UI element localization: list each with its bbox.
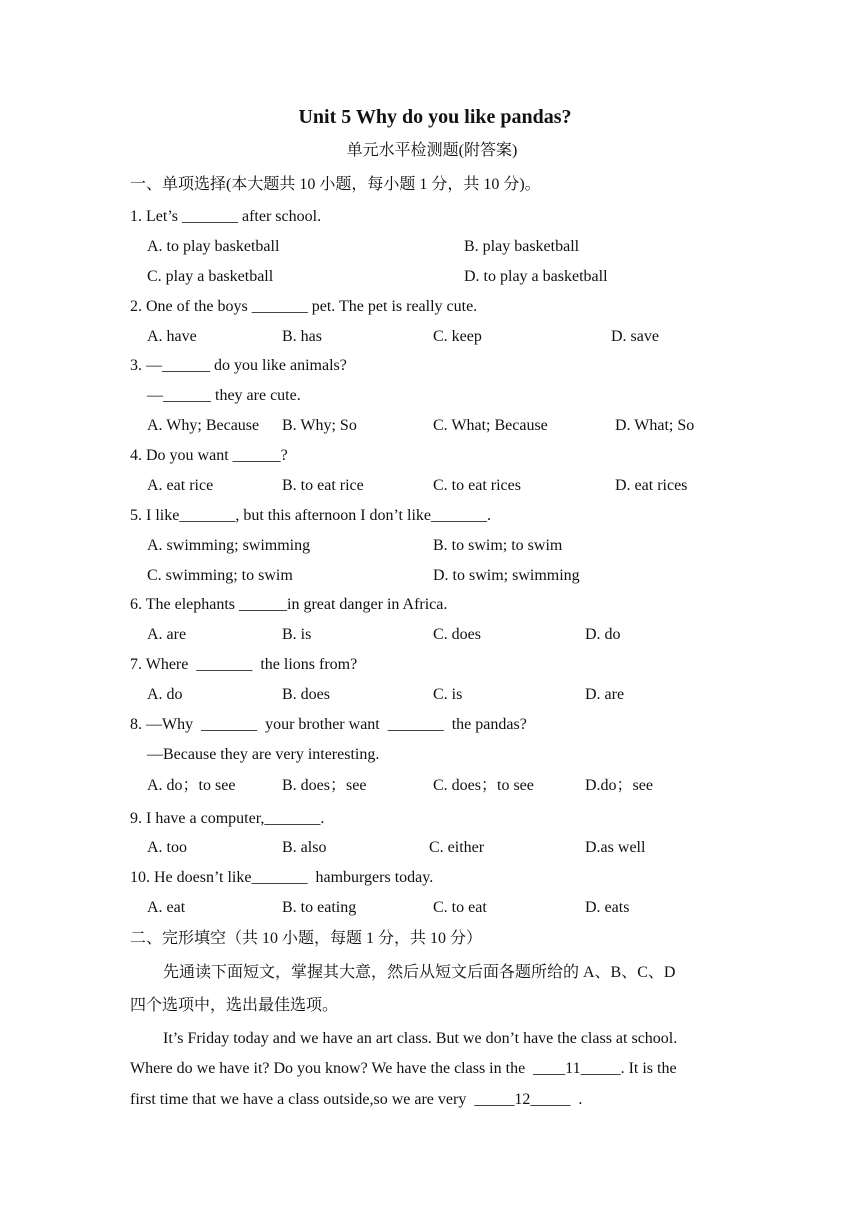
question-stem: 8. —Why _______ your brother want _______ the pandas? (130, 716, 527, 733)
passage-line: It’s Friday today and we have an art class. But we don’t have the class at school. (163, 1030, 678, 1047)
option-b: B. does (282, 686, 330, 703)
option-a: A. have (147, 328, 197, 345)
option-b: B. to eating (282, 899, 357, 916)
option-d: D.do；see (585, 777, 653, 794)
option-a: A. are (147, 626, 187, 643)
option-b: B. play basketball (464, 238, 580, 255)
option-a: A. do (147, 686, 183, 703)
option-a: A. swimming; swimming (147, 537, 311, 554)
section1-heading: 一、单项选择(本大题共 10 小题，每小题 1 分，共 10 分)。 (130, 176, 541, 193)
option-d: D. are (585, 686, 625, 703)
question-stem-reply: —______ they are cute. (147, 387, 301, 404)
option-d: D. to swim; swimming (433, 567, 580, 584)
option-d: D. to play a basketball (464, 268, 608, 285)
option-b: B. does；see (282, 777, 367, 794)
option-c: C. play a basketball (147, 268, 274, 285)
question-stem: 3. —______ do you like animals? (130, 357, 347, 374)
option-a: A. to play basketball (147, 238, 280, 255)
question-stem: 6. The elephants ______in great danger in Africa. (130, 596, 448, 613)
passage-line: Where do we have it? Do you know? We have the class in the ____11_____. It is the (130, 1060, 677, 1077)
option-b: B. has (282, 328, 322, 345)
question-stem: 4. Do you want ______? (130, 447, 288, 464)
option-c: C. keep (433, 328, 482, 345)
option-d: D. do (585, 626, 621, 643)
section2-heading: 二、完形填空（共 10 小题，每题 1 分，共 10 分） (130, 930, 483, 947)
instruction-line: 先通读下面短文，掌握其大意，然后从短文后面各题所给的 A、B、C、D (163, 964, 676, 981)
instruction-line: 四个选项中，选出最佳选项。 (130, 997, 339, 1014)
option-a: A. do；to see (147, 777, 236, 794)
option-b: B. to eat rice (282, 477, 364, 494)
option-c: C. does (433, 626, 481, 643)
option-a: A. Why; Because (147, 417, 260, 434)
question-stem: 7. Where _______ the lions from? (130, 656, 358, 673)
option-a: A. eat (147, 899, 186, 916)
option-d: D. eat rices (615, 477, 688, 494)
option-d: D. eats (585, 899, 630, 916)
option-c: C. does；to see (433, 777, 534, 794)
option-c: C. to eat (433, 899, 487, 916)
option-b: B. is (282, 626, 312, 643)
option-a: A. too (147, 839, 187, 856)
option-c: C. either (429, 839, 485, 856)
passage-line: first time that we have a class outside,so we are very _____12_____ . (130, 1091, 583, 1108)
option-c: C. What; Because (433, 417, 548, 434)
option-c: C. to eat rices (433, 477, 521, 494)
question-stem-reply: —Because they are very interesting. (147, 746, 380, 763)
option-a: A. eat rice (147, 477, 214, 494)
option-b: B. also (282, 839, 327, 856)
option-d: D.as well (585, 839, 646, 856)
question-stem: 10. He doesn’t like_______ hamburgers today. (130, 869, 434, 886)
question-stem: 2. One of the boys _______ pet. The pet is really cute. (130, 298, 478, 315)
option-d: D. save (611, 328, 659, 345)
question-stem: 9. I have a computer,_______. (130, 810, 325, 827)
option-b: B. to swim; to swim (433, 537, 563, 554)
question-stem: 1. Let’s _______ after school. (130, 208, 322, 225)
question-stem: 5. I like_______, but this afternoon I don’t like_______. (130, 507, 491, 524)
page-subtitle: 单元水平检测题(附答案) (346, 142, 518, 159)
option-c: C. swimming; to swim (147, 567, 293, 584)
option-c: C. is (433, 686, 463, 703)
option-d: D. What; So (615, 417, 695, 434)
page-title: Unit 5 Why do you like pandas? (298, 106, 572, 128)
option-b: B. Why; So (282, 417, 357, 434)
